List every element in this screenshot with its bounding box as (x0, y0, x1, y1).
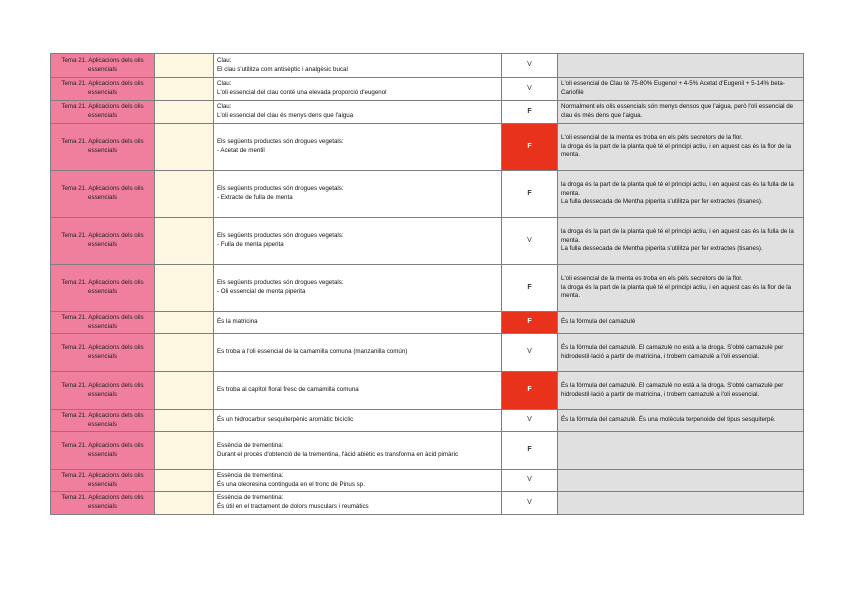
topic-cell: Tema 21. Aplicacions dels olis essencials (51, 78, 155, 101)
blank-cell (155, 312, 214, 334)
answer-cell: F (502, 432, 558, 470)
table-row (51, 101, 804, 124)
blank-cell (155, 171, 214, 218)
blank-cell (155, 124, 214, 171)
table-row (51, 218, 804, 265)
table-row (51, 171, 804, 218)
explanation-cell: la droga és la part de la planta què té el principi actiu, i en aquest cas és la fulla de la menta. La fulla dessecada de Mentha piperita s'utilitza per fer extractes (tisanes). (558, 171, 804, 218)
topic-cell: Tema 21. Aplicacions dels olis essencials (51, 265, 155, 312)
question-heading: Clau: (217, 103, 232, 111)
question-cell (214, 372, 502, 410)
question-cell (214, 334, 502, 372)
answer-cell: V (502, 54, 558, 78)
topic-cell: Tema 21. Aplicacions dels olis essencials (51, 470, 155, 492)
question-statement: - Extracte de fulla de menta (217, 194, 293, 201)
question-heading: Els següents productes són drogues vegetals: (217, 185, 344, 193)
answer-cell: F (502, 171, 558, 218)
table-row (51, 492, 804, 515)
question-cell (214, 171, 502, 218)
question-heading: Els següents productes són drogues vegetals: (217, 279, 344, 287)
answer-cell: F (502, 372, 558, 410)
explanation-cell: L'oli essencial de la menta es troba en els pèls secretors de la flor. la droga és la part de la planta què té el principi actiu, i en aquest cas és la flor de la menta. (558, 124, 804, 171)
table-row (51, 372, 804, 410)
question-cell (214, 78, 502, 101)
table-row (51, 312, 804, 334)
table-row (51, 470, 804, 492)
question-heading: Es troba al capítol floral fresc de camamilla comuna (217, 386, 359, 393)
question-heading: És un hidrocarbur sesquiterpènic aromàtic bicíclic (217, 416, 354, 423)
answer-cell: F (502, 265, 558, 312)
question-cell (214, 470, 502, 492)
table-row (51, 432, 804, 470)
explanation-cell (558, 54, 804, 78)
explanation-cell (558, 432, 804, 470)
blank-cell (155, 470, 214, 492)
answer-cell: V (502, 218, 558, 265)
answer-cell: F (502, 124, 558, 171)
question-statement: L'oli essencial del clau conté una elevada proporció d'eugenol (217, 89, 387, 96)
blank-cell (155, 334, 214, 372)
table-row (51, 124, 804, 171)
topic-cell: Tema 21. Aplicacions dels olis essencials (51, 218, 155, 265)
topic-cell: Tema 21. Aplicacions dels olis essencials (51, 171, 155, 218)
question-cell (214, 265, 502, 312)
explanation-cell: L'oli essencial de Clau té 75-80% Eugenol + 4-5% Acetat d'Eugenil + 5-14% beta-Cariofilè (558, 78, 804, 101)
table-row (51, 265, 804, 312)
topic-cell: Tema 21. Aplicacions dels olis essencials (51, 101, 155, 124)
table-row (51, 334, 804, 372)
topic-cell: Tema 21. Aplicacions dels olis essencials (51, 432, 155, 470)
blank-cell (155, 101, 214, 124)
blank-cell (155, 432, 214, 470)
answer-cell: F (502, 101, 558, 124)
explanation-cell: És la fórmula del camazulè. El camazulè no està a la droga. S'obté camazulè per hidrodestil·lació a partir de matricina, i trobem camazulè a l'oli essencial. (558, 372, 804, 410)
blank-cell (155, 78, 214, 101)
blank-cell (155, 410, 214, 432)
topic-cell: Tema 21. Aplicacions dels olis essencials (51, 54, 155, 78)
answer-cell: V (502, 78, 558, 101)
topic-cell: Tema 21. Aplicacions dels olis essencials (51, 372, 155, 410)
topic-cell: Tema 21. Aplicacions dels olis essencials (51, 334, 155, 372)
topic-cell: Tema 21. Aplicacions dels olis essencials (51, 124, 155, 171)
topic-cell: Tema 21. Aplicacions dels olis essencials (51, 492, 155, 515)
question-cell (214, 410, 502, 432)
table-row (51, 410, 804, 432)
answer-cell: V (502, 410, 558, 432)
explanation-cell: la droga és la part de la planta què té el principi actiu, i en aquest cas és la fulla de la menta. La fulla dessecada de Mentha piperita s'utilitza per fer extractes (tisanes). (558, 218, 804, 265)
topic-cell: Tema 21. Aplicacions dels olis essencials (51, 410, 155, 432)
question-heading: Els següents productes són drogues vegetals: (217, 138, 344, 146)
question-statement: L'oli essencial del clau és menys dens que l'aigua (217, 112, 354, 119)
question-heading: Essència de trementina: (217, 471, 284, 479)
question-statement: És una oleoresina continguda en el tronc de Pinus sp. (217, 480, 365, 488)
table-row (51, 78, 804, 101)
question-heading: Els següents productes són drogues vegetals: (217, 232, 344, 240)
blank-cell (155, 54, 214, 78)
question-table (50, 53, 804, 515)
question-heading: És la matricina (217, 318, 258, 325)
question-statement: El clau s'utilitza com antisèptic i analgèsic bucal (217, 65, 348, 73)
explanation-cell (558, 470, 804, 492)
question-heading: Clau: (217, 80, 232, 88)
blank-cell (155, 372, 214, 410)
explanation-cell: És la fórmula del camazulè (558, 312, 804, 334)
answer-cell: V (502, 492, 558, 515)
question-cell (214, 54, 502, 78)
explanation-cell: És la fórmula del camazulè. És una molècula terpenoide del tipus sesquiterpè. (558, 410, 804, 432)
question-statement: És útil en el tractament de dolors musculars i reumàtics (217, 503, 369, 510)
blank-cell (155, 492, 214, 515)
question-heading: Essència de trementina: (217, 441, 284, 449)
explanation-cell: Normalment els olis essencials són menys densos que l'aigua, però l'oli essencial de clau és més dens que l'aigua. (558, 101, 804, 124)
question-cell (214, 492, 502, 515)
question-statement: Durant el procés d'obtenció de la trementina, l'àcid abiètic es transforma en àcid pimàric (217, 450, 459, 458)
explanation-cell (558, 492, 804, 515)
question-cell (214, 218, 502, 265)
question-heading: Essència de trementina: (217, 494, 284, 502)
blank-cell (155, 265, 214, 312)
question-statement: - Oli essencial de menta piperita (217, 288, 306, 295)
answer-cell: F (502, 312, 558, 334)
blank-cell (155, 218, 214, 265)
question-statement: - Acetat de mentil (217, 147, 265, 154)
question-cell (214, 101, 502, 124)
explanation-cell: L'oli essencial de la menta es troba en els pèls secretors de la flor. la droga és la part de la planta què té el principi actiu, i en aquest cas és la flor de la menta. (558, 265, 804, 312)
answer-cell: V (502, 470, 558, 492)
question-heading: Clau: (217, 56, 232, 64)
explanation-cell: És la fórmula del camazulè. El camazulè no està a la droga. S'obté camazulè per hidrodestil·lació a partir de matricina, i trobem camazulè a l'oli essencial. (558, 334, 804, 372)
table-row (51, 54, 804, 78)
question-heading: Es troba a l'oli essencial de la camamilla comuna (manzanilla común) (217, 348, 408, 355)
question-cell (214, 432, 502, 470)
question-cell (214, 312, 502, 334)
question-cell (214, 124, 502, 171)
answer-cell: V (502, 334, 558, 372)
question-statement: - Fulla de menta piperita (217, 241, 284, 248)
topic-cell: Tema 21. Aplicacions dels olis essencials (51, 312, 155, 334)
